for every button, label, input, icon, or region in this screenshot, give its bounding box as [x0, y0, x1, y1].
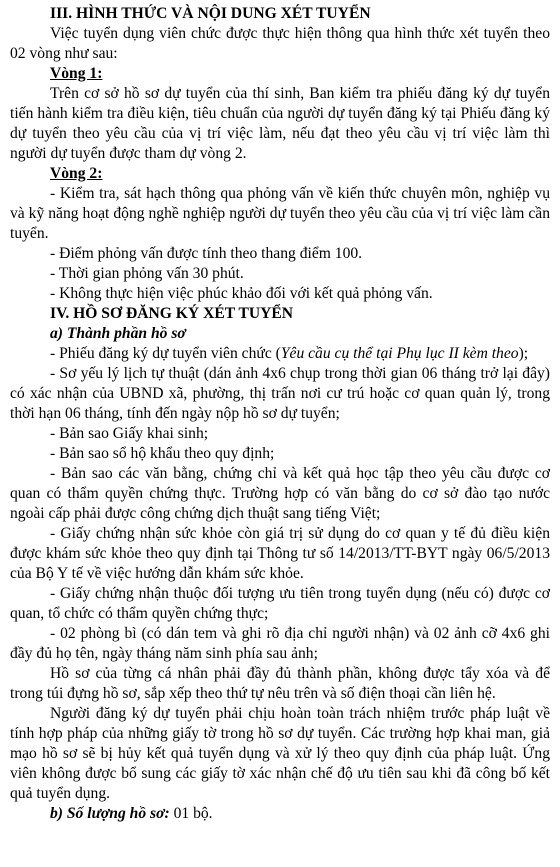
dossier-note: Người đăng ký dự tuyển phải chịu hoàn toàn trách nhiệm trước pháp luật về tính hợp pháp của những giấy tờ trong hồ sơ dự tuyển. Các trường hợp khai man, giả mạo hồ sơ sẽ bị hủy kết quả tuyển dụng và xử lý theo quy định của pháp luật. Ứng viên không được bổ sung các giấy tờ xác nhận chế độ ưu tiên sau khi đã công bố kết quả tuyển dụng.	[10, 705, 550, 802]
round-2-item: - Thời gian phỏng vấn 30 phút.	[50, 265, 244, 282]
subsection-a-title: a) Thành phần hồ sơ	[50, 325, 186, 342]
round-1-title: Vòng 1:	[50, 65, 103, 82]
subsection-b-value: 01 bộ.	[169, 805, 213, 822]
section-3-intro: Việc tuyển dụng viên chức được thực hiện thông qua hình thức xét tuyển theo 02 vòng như sau:	[10, 25, 550, 62]
dossier-item: - Sơ yếu lý lịch tự thuật (dán ảnh 4x6 chụp trong thời gian 06 tháng trở lại đây) có xác nhận của UBND xã, phường, thị trấn nơi cư trú hoặc cơ quan quản lý, trong thời hạn 06 tháng, tính đến ngày nộp hồ sơ dự tuyển;	[10, 365, 550, 422]
dossier-item: - 02 phòng bì (có dán tem và ghi rõ địa chỉ người nhận) và 02 ảnh cỡ 4x6 ghi đầy đủ họ tên, ngày tháng năm sinh phía sau ảnh;	[10, 625, 550, 662]
dossier-item: - Giấy chứng nhận thuộc đối tượng ưu tiên trong tuyển dụng (nếu có) được cơ quan, tổ chức có thẩm quyền chứng thực;	[10, 585, 550, 622]
round-2-title: Vòng 2:	[50, 165, 103, 182]
round-2-item: - Điểm phỏng vấn được tính theo thang điểm 100.	[50, 245, 363, 262]
dossier-note: Hồ sơ của từng cá nhân phải đầy đủ thành phần, không được tẩy xóa và để trong túi đựng hồ sơ, sắp xếp theo thứ tự nêu trên và số điện thoại cần liên hệ.	[10, 665, 550, 702]
section-3-heading: III. HÌNH THỨC VÀ NỘI DUNG XÉT TUYỂN	[50, 5, 371, 22]
dossier-item-text: - Phiếu đăng ký dự tuyển viên chức (	[50, 345, 281, 362]
dossier-item: - Bản sao sổ hộ khẩu theo quy định;	[50, 445, 275, 462]
round-2-item: - Kiểm tra, sát hạch thông qua phỏng vấn về kiến thức chuyên môn, nghiệp vụ và kỹ năng hoạt động nghề nghiệp người dự tuyển theo yêu cầu của vị trí việc làm cần tuyển.	[10, 185, 550, 242]
subsection-b	[10, 804, 550, 824]
dossier-item: - Giấy chứng nhận sức khỏe còn giá trị sử dụng do cơ quan y tế đủ điều kiện được khám sức khỏe theo quy định tại Thông tư số 14/2013/TT-BYT ngày 06/5/2013 của Bộ Y tế về việc hướng dẫn khám sức khỏe.	[10, 525, 550, 582]
round-2-item: - Không thực hiện việc phúc khảo đối với kết quả phỏng vấn.	[50, 285, 433, 302]
subsection-b-title: b) Số lượng hồ sơ:	[50, 805, 170, 822]
dossier-item	[10, 344, 550, 364]
dossier-item: - Bản sao các văn bằng, chứng chỉ và kết quả học tập theo yêu cầu được cơ quan có thẩm quyền chứng thực. Trường hợp có văn bằng do cơ sở đào tạo nước ngoài cấp phải được công chứng dịch thuật sang tiếng Việt;	[10, 465, 550, 522]
section-4-heading: IV. HỒ SƠ ĐĂNG KÝ XÉT TUYỂN	[50, 305, 294, 322]
dossier-item-text: );	[518, 345, 529, 362]
dossier-item-note: Yêu cầu cụ thể tại Phụ lục II kèm theo	[280, 345, 519, 362]
dossier-item: - Bản sao Giấy khai sinh;	[50, 425, 209, 442]
round-1-text: Trên cơ sở hồ sơ dự tuyển của thí sinh, Ban kiểm tra phiếu đăng ký dự tuyển tiến hành kiểm tra điều kiện, tiêu chuẩn của người dự tuyển đăng ký tại Phiếu đăng ký dự tuyển theo yêu cầu của vị trí việc làm, nếu đạt theo yêu cầu vị trí việc làm thì người dự tuyển được tham dự vòng 2.	[10, 85, 550, 162]
